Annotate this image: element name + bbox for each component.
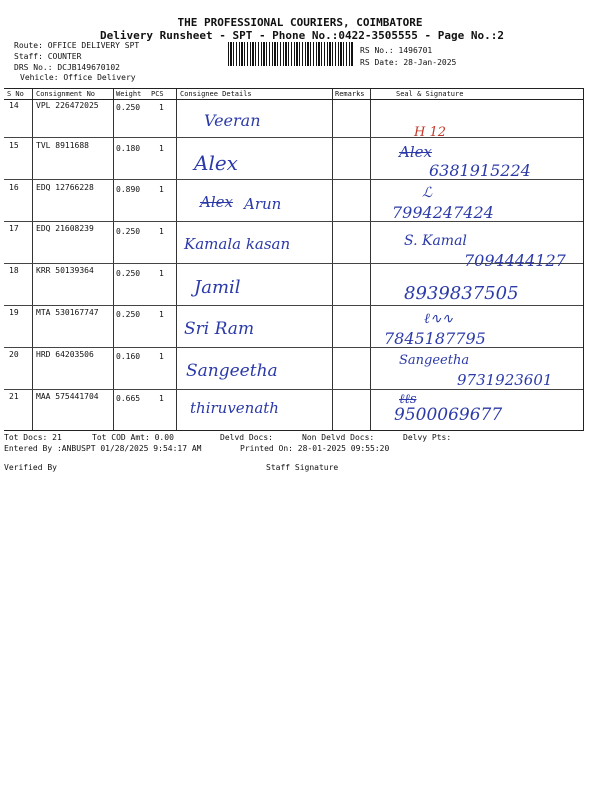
printed-on: Printed On: 28-01-2025 09:55:20 xyxy=(240,444,390,453)
row-consignment: EDQ 21608239 xyxy=(36,224,94,233)
vehicle-label: Vehicle: Office Delivery xyxy=(20,73,136,82)
row-sno: 19 xyxy=(9,308,19,317)
seal-scribble: ℓ∿∿ xyxy=(424,311,454,327)
row-sno: 21 xyxy=(9,392,19,401)
seal-phone: 8939837505 xyxy=(404,283,519,304)
delivery-points: Delvy Pts: xyxy=(403,433,452,442)
runsheet-table xyxy=(4,88,584,431)
col-header-weight: Weight xyxy=(116,90,142,98)
row-pcs: 1 xyxy=(159,269,164,278)
row-pcs: 1 xyxy=(159,144,164,153)
seal-scribble: ℒ xyxy=(422,185,433,201)
row-pcs: 1 xyxy=(159,103,164,112)
row-pcs: 1 xyxy=(159,185,164,194)
seal-phone: 7094444127 xyxy=(464,251,566,270)
staff-label: Staff: COUNTER xyxy=(14,52,82,61)
row-consignee-signature: Veeran xyxy=(204,111,261,130)
route-label: Route: OFFICE DELIVERY SPT xyxy=(14,41,140,50)
row-weight: 0.180 xyxy=(116,144,141,153)
row-consignee-signature: thiruvenath xyxy=(190,399,279,417)
col-header-sno: S No xyxy=(7,90,24,98)
struck-consignee-name: Alex xyxy=(200,193,233,211)
row-consignment: HRD 64203506 xyxy=(36,350,94,359)
row-consignment: EDQ 12766228 xyxy=(36,183,94,192)
row-consignee-signature: Arun xyxy=(244,195,282,213)
seal-phone: 9731923601 xyxy=(457,371,553,389)
row-consignment: MAA 575441704 xyxy=(36,392,99,401)
delivered-docs: Delvd Docs: xyxy=(220,433,273,442)
row-sno: 15 xyxy=(9,141,19,150)
row-sno: 14 xyxy=(9,101,19,110)
drs-number: DRS No.: DCJB149670102 xyxy=(14,63,120,72)
red-annotation: H 12 xyxy=(414,125,447,140)
row-pcs: 1 xyxy=(159,310,164,319)
rs-date: RS Date: 28-Jan-2025 xyxy=(360,58,457,67)
row-sno: 16 xyxy=(9,183,19,192)
staff-signature-label: Staff Signature xyxy=(266,463,339,472)
seal-scribble: ℓℓs xyxy=(399,392,417,407)
seal-phone: 7994247424 xyxy=(392,203,494,222)
seal-phone: 6381915224 xyxy=(429,161,531,180)
row-pcs: 1 xyxy=(159,394,164,403)
row-sno: 18 xyxy=(9,266,19,275)
seal-signature: S. Kamal xyxy=(404,233,467,249)
verified-by-label: Verified By xyxy=(4,463,57,472)
col-header-consignee: Consignee Details xyxy=(180,90,252,98)
rs-number: RS No.: 1496701 xyxy=(360,46,433,55)
row-weight: 0.250 xyxy=(116,227,141,236)
col-header-pcs: PCS xyxy=(151,90,164,98)
row-consignment: TVL 8911688 xyxy=(36,141,89,150)
row-weight: 0.890 xyxy=(116,185,141,194)
row-consignment: MTA 530167747 xyxy=(36,308,99,317)
col-header-remarks: Remarks xyxy=(335,90,365,98)
row-consignee-signature: Sangeetha xyxy=(186,361,278,381)
barcode xyxy=(228,42,354,66)
entered-by: Entered By :ANBUSPT 01/28/2025 9:54:17 AM xyxy=(4,444,202,453)
row-weight: 0.250 xyxy=(116,103,141,112)
col-header-seal: Seal & Signature xyxy=(396,90,464,98)
row-weight: 0.250 xyxy=(116,310,141,319)
row-weight: 0.665 xyxy=(116,394,141,403)
seal-phone: 7845187795 xyxy=(384,329,486,348)
seal-phone: 9500069677 xyxy=(394,405,503,425)
row-pcs: 1 xyxy=(159,352,164,361)
total-docs: Tot Docs: 21 xyxy=(4,433,62,442)
row-consignee-signature: Alex xyxy=(194,151,238,175)
row-sno: 20 xyxy=(9,350,19,359)
row-weight: 0.250 xyxy=(116,269,141,278)
seal-signature: Sangeetha xyxy=(399,353,470,368)
row-consignment: KRR 50139364 xyxy=(36,266,94,275)
company-title: THE PROFESSIONAL COURIERS, COIMBATORE xyxy=(177,16,423,29)
row-weight: 0.160 xyxy=(116,352,141,361)
seal-signature: Alex xyxy=(399,143,432,161)
row-pcs: 1 xyxy=(159,227,164,236)
row-consignee-signature: Kamala kasan xyxy=(184,235,291,253)
runsheet-title: Delivery Runsheet - SPT - Phone No.:0422-3505555 - Page No.:2 xyxy=(100,29,504,42)
col-header-consignment: Consignment No xyxy=(36,90,96,98)
total-cod-amount: Tot COD Amt: 0.00 xyxy=(92,433,174,442)
non-delivered-docs: Non Delvd Docs: xyxy=(302,433,375,442)
row-consignment: VPL 226472025 xyxy=(36,101,99,110)
row-consignee-signature: Jamil xyxy=(194,277,241,298)
row-consignee-signature: Sri Ram xyxy=(184,319,255,339)
row-sno: 17 xyxy=(9,224,19,233)
